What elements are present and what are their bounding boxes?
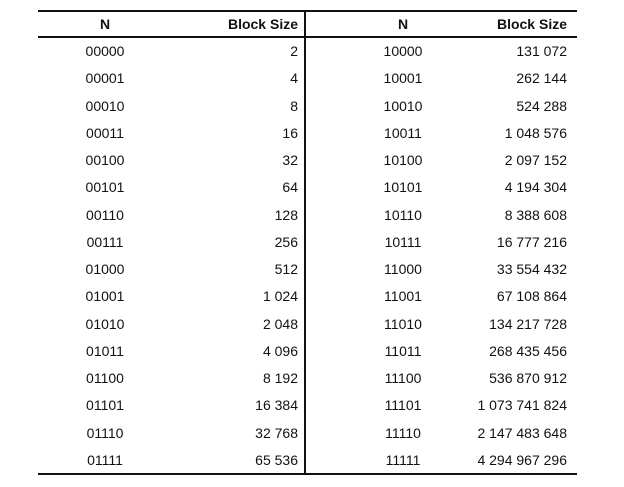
n-value: 11110 (385, 424, 421, 441)
table-row (306, 447, 577, 474)
table-row (38, 120, 304, 147)
n-value: 11001 (384, 288, 422, 305)
table-left-half (38, 12, 306, 473)
n-value: 00111 (86, 233, 124, 250)
block-size-value: 16 (282, 124, 298, 141)
n-value: 00011 (86, 124, 124, 141)
n-value: 10011 (384, 124, 422, 141)
table-row (306, 93, 577, 120)
header-n: N (99, 16, 111, 32)
n-value: 11010 (384, 315, 422, 332)
table-row (306, 147, 577, 174)
n-value: 01101 (86, 397, 124, 414)
table-row (306, 174, 577, 201)
table-row (38, 365, 304, 392)
block-size-value: 16 384 (255, 397, 298, 414)
n-value: 00100 (85, 152, 125, 168)
table-row (38, 202, 304, 229)
header-n: N (397, 16, 409, 32)
n-value: 10101 (383, 179, 423, 196)
table-body (38, 12, 577, 473)
block-size-value: 4 194 304 (504, 179, 567, 196)
block-size-value: 16 777 216 (496, 233, 567, 250)
n-value: 01010 (85, 315, 125, 332)
table-row (306, 38, 577, 65)
n-value: 00001 (85, 70, 125, 87)
block-size-value: 64 (282, 179, 298, 196)
block-size-value: 32 768 (255, 424, 298, 441)
block-size-value: 134 217 728 (489, 315, 567, 332)
block-size-value: 256 (274, 233, 298, 250)
n-value: 10001 (383, 70, 423, 87)
table-row (306, 338, 577, 365)
header-row-right (306, 12, 577, 38)
n-value: 00110 (86, 206, 124, 223)
table-row (38, 283, 304, 310)
block-size-value: 4 096 (262, 342, 298, 359)
block-size-table (38, 10, 577, 475)
block-size-value: 67 108 864 (496, 288, 567, 305)
table-row (306, 311, 577, 338)
n-value: 01001 (85, 288, 125, 305)
table-row (38, 447, 304, 474)
block-size-value: 1 024 (262, 288, 298, 305)
block-size-value: 131 072 (516, 43, 567, 59)
n-value: 10100 (383, 152, 423, 168)
table-row (306, 65, 577, 92)
n-value: 11011 (384, 342, 422, 359)
n-value: 11100 (384, 370, 422, 386)
n-value: 01110 (86, 424, 124, 441)
block-size-value: 8 388 608 (504, 206, 567, 223)
block-size-value: 8 192 (262, 370, 298, 386)
table-row (306, 256, 577, 283)
n-value: 11101 (384, 397, 422, 414)
n-value: 10110 (384, 206, 422, 223)
table-row (38, 93, 304, 120)
block-size-value: 262 144 (516, 70, 567, 87)
n-value: 10111 (384, 233, 422, 250)
table-row (38, 147, 304, 174)
block-size-value: 2 097 152 (504, 152, 567, 168)
table-right-half (306, 12, 577, 473)
n-value: 01100 (86, 370, 124, 386)
table-row (38, 338, 304, 365)
header-block-size: Block Size (496, 16, 567, 32)
n-value: 01111 (87, 451, 123, 468)
n-value: 00000 (85, 43, 125, 59)
right-rows (306, 38, 577, 474)
header-row-left (38, 12, 304, 38)
n-value: 00010 (85, 97, 125, 114)
table-row (306, 420, 577, 447)
table-row (306, 283, 577, 310)
block-size-value: 268 435 456 (489, 342, 567, 359)
block-size-value: 2 (290, 43, 298, 59)
n-value: 01011 (86, 342, 124, 359)
table-row (38, 65, 304, 92)
block-size-value: 33 554 432 (496, 261, 567, 277)
table-row (38, 420, 304, 447)
table-row (38, 229, 304, 256)
block-size-value: 1 048 576 (504, 124, 567, 141)
block-size-value: 4 (290, 70, 298, 87)
table-row (306, 365, 577, 392)
n-value: 11000 (384, 261, 422, 277)
block-size-value: 512 (274, 261, 298, 277)
block-size-value: 128 (274, 206, 298, 223)
left-rows (38, 38, 304, 474)
header-block-size: Block Size (227, 16, 298, 32)
block-size-value: 2 048 (262, 315, 298, 332)
table-row (38, 392, 304, 419)
table-row (306, 392, 577, 419)
block-size-value: 4 294 967 296 (477, 451, 567, 468)
block-size-value: 65 536 (255, 451, 298, 468)
block-size-value: 2 147 483 648 (477, 424, 567, 441)
n-value: 11111 (385, 451, 421, 468)
block-size-value: 32 (282, 152, 298, 168)
block-size-value: 524 288 (516, 97, 567, 114)
n-value: 10000 (383, 43, 423, 59)
block-size-value: 1 073 741 824 (477, 397, 567, 414)
block-size-value: 536 870 912 (489, 370, 567, 386)
n-value: 10010 (383, 97, 423, 114)
table-row (306, 202, 577, 229)
n-value: 00101 (85, 179, 125, 196)
block-size-value: 8 (290, 97, 298, 114)
table-row (38, 38, 304, 65)
n-value: 01000 (85, 261, 125, 277)
table-row (38, 174, 304, 201)
table-row (306, 120, 577, 147)
table-row (38, 256, 304, 283)
table-row (306, 229, 577, 256)
table-row (38, 311, 304, 338)
